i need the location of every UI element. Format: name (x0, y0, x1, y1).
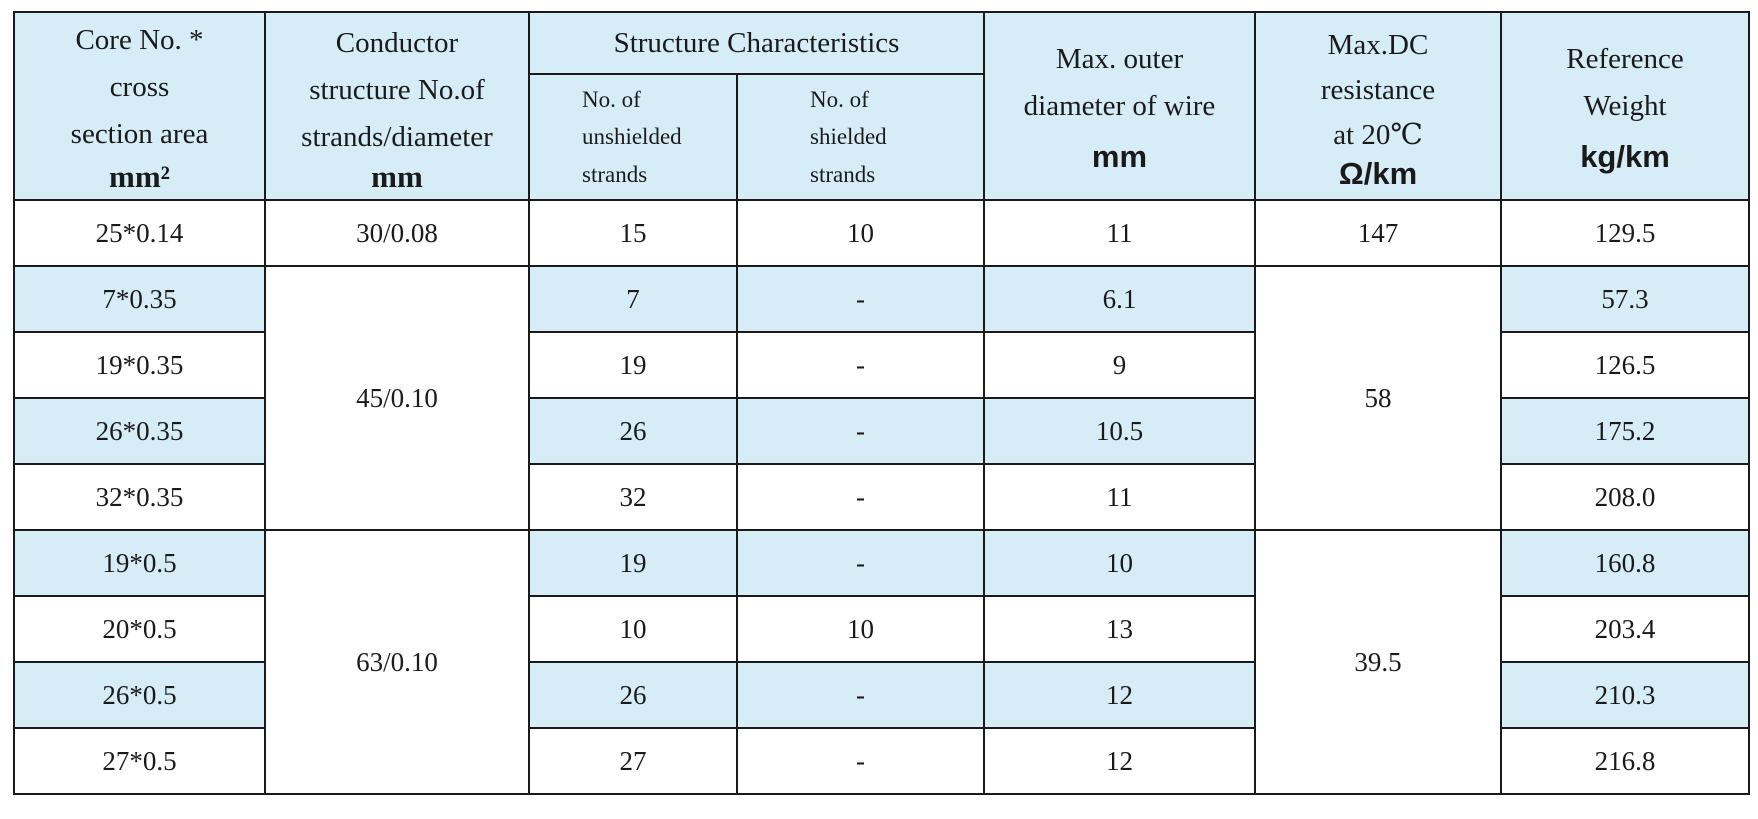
cell-core: 26*0.35 (14, 398, 265, 464)
header-unshielded: No. of unshielded strands (529, 74, 737, 200)
cell-weight: 126.5 (1501, 332, 1749, 398)
cell-unshielded: 10 (529, 596, 737, 662)
header-structure-group: Structure Characteristics (529, 12, 984, 74)
cell-core: 7*0.35 (14, 266, 265, 332)
header-conductor: Conductor structure No.of strands/diameter mm (265, 12, 529, 200)
header-resistance: Max.DC resistance at 20℃ Ω/km (1255, 12, 1501, 200)
cell-unshielded: 19 (529, 530, 737, 596)
cell-weight: 160.8 (1501, 530, 1749, 596)
cell-core: 20*0.5 (14, 596, 265, 662)
cell-resistance: 39.5 (1255, 530, 1501, 794)
cell-weight: 203.4 (1501, 596, 1749, 662)
header-outer-diameter: Max. outer diameter of wire mm (984, 12, 1255, 200)
header-shielded: No. of shielded strands (737, 74, 984, 200)
cell-unshielded: 32 (529, 464, 737, 530)
cell-conductor: 63/0.10 (265, 530, 529, 794)
cell-diameter: 10.5 (984, 398, 1255, 464)
cell-weight: 175.2 (1501, 398, 1749, 464)
cell-core: 19*0.5 (14, 530, 265, 596)
table-row (14, 530, 1749, 596)
table-row (14, 266, 1749, 332)
cable-spec-table (13, 11, 1750, 795)
cell-shielded: - (737, 662, 984, 728)
cell-diameter: 12 (984, 662, 1255, 728)
cell-conductor: 45/0.10 (265, 266, 529, 530)
table-header (14, 12, 1749, 200)
cell-unshielded: 7 (529, 266, 737, 332)
cell-conductor: 30/0.08 (265, 200, 529, 266)
cell-diameter: 11 (984, 464, 1255, 530)
cell-shielded: - (737, 398, 984, 464)
cell-weight: 129.5 (1501, 200, 1749, 266)
cell-core: 32*0.35 (14, 464, 265, 530)
cell-core: 25*0.14 (14, 200, 265, 266)
cell-diameter: 9 (984, 332, 1255, 398)
header-core: Core No. * cross section area mm² (14, 12, 265, 200)
cell-diameter: 11 (984, 200, 1255, 266)
cell-shielded: 10 (737, 200, 984, 266)
cell-unshielded: 15 (529, 200, 737, 266)
cell-core: 27*0.5 (14, 728, 265, 794)
header-weight: Reference Weight kg/km (1501, 12, 1749, 200)
cell-diameter: 6.1 (984, 266, 1255, 332)
cell-core: 26*0.5 (14, 662, 265, 728)
cell-weight: 57.3 (1501, 266, 1749, 332)
cell-resistance: 58 (1255, 266, 1501, 530)
cell-weight: 210.3 (1501, 662, 1749, 728)
cell-unshielded: 27 (529, 728, 737, 794)
cell-diameter: 13 (984, 596, 1255, 662)
cell-resistance: 147 (1255, 200, 1501, 266)
cell-core: 19*0.35 (14, 332, 265, 398)
cell-shielded: - (737, 332, 984, 398)
cell-shielded: - (737, 266, 984, 332)
cell-weight: 208.0 (1501, 464, 1749, 530)
cell-diameter: 10 (984, 530, 1255, 596)
cell-weight: 216.8 (1501, 728, 1749, 794)
cell-unshielded: 26 (529, 398, 737, 464)
cell-diameter: 12 (984, 728, 1255, 794)
cell-shielded: 10 (737, 596, 984, 662)
cell-unshielded: 19 (529, 332, 737, 398)
cell-shielded: - (737, 464, 984, 530)
table-row (14, 200, 1749, 266)
cell-shielded: - (737, 530, 984, 596)
cell-unshielded: 26 (529, 662, 737, 728)
cell-shielded: - (737, 728, 984, 794)
